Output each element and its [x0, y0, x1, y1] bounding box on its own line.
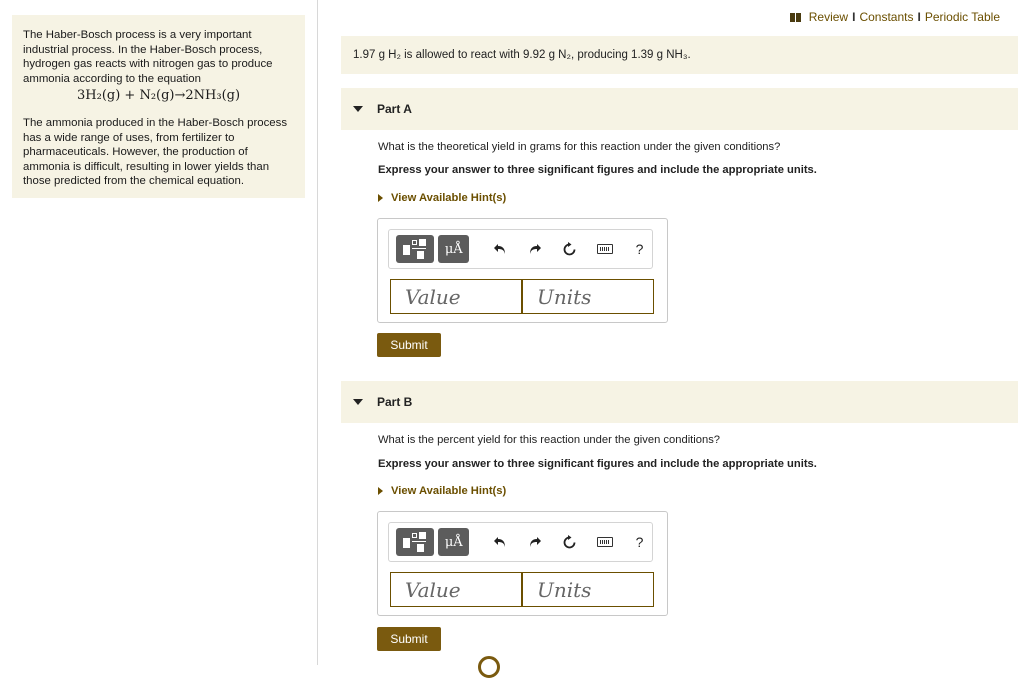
part-a-header[interactable]: [341, 88, 1018, 130]
units-input[interactable]: Units: [522, 572, 654, 607]
link-separator: I: [917, 10, 921, 24]
undo-icon: [493, 243, 507, 255]
feedback-circle-icon: [478, 656, 500, 678]
math-toolbar: [388, 522, 653, 562]
undo-icon: [493, 536, 507, 548]
reset-button[interactable]: [557, 235, 582, 263]
keyboard-button[interactable]: [592, 528, 617, 556]
help-button[interactable]: [627, 235, 652, 263]
expand-triangle-icon: [378, 487, 383, 495]
units-icon: μÅ: [444, 534, 463, 550]
units-input[interactable]: Units: [522, 279, 654, 314]
redo-button[interactable]: [522, 235, 547, 263]
part-b-title: Part B: [377, 395, 413, 409]
periodic-table-link[interactable]: Periodic Table: [924, 10, 1000, 24]
help-button[interactable]: [627, 528, 652, 556]
part-b-hint-link[interactable]: [378, 485, 506, 497]
review-link[interactable]: Review: [808, 10, 849, 24]
keyboard-icon: [597, 244, 613, 254]
part-b-question: What is the percent yield for this reaction under the given conditions?: [378, 434, 721, 446]
part-a-hint-label: View Available Hint(s): [391, 192, 507, 204]
part-b-submit-button[interactable]: Submit: [377, 627, 441, 651]
given-statement: 1.97 g H₂ is allowed to react with 9.92 g N₂, producing 1.39 g NH₃.: [353, 49, 691, 61]
redo-icon: [528, 536, 542, 548]
keyboard-button[interactable]: [592, 235, 617, 263]
intro-paragraph-1: The Haber-Bosch process is a very important industrial process. In the Haber-Bosch process, hydrogen gas reacts with nitrogen gas to produce ammonia according to the equation: [23, 29, 273, 85]
undo-button[interactable]: [487, 528, 512, 556]
panel-divider: [317, 0, 318, 665]
collapse-caret-icon[interactable]: [353, 106, 363, 112]
units-button[interactable]: [438, 235, 469, 263]
intro-paragraph-2: The ammonia produced in the Haber-Bosch process has a wide range of uses, from fertilizer to pharmaceuticals. However, the production of ammonia is difficult, resulting in lower yields than those predicted from the chemical equation.: [23, 117, 288, 187]
value-input[interactable]: Value: [390, 279, 522, 314]
redo-button[interactable]: [522, 528, 547, 556]
part-b-hint-label: View Available Hint(s): [391, 485, 507, 497]
templates-icon: [403, 532, 427, 552]
part-a-title: Part A: [377, 102, 412, 116]
given-statement-bar: [341, 36, 1018, 74]
units-button[interactable]: [438, 528, 469, 556]
part-a-hint-link[interactable]: [378, 192, 506, 204]
part-b-answer-box: [377, 511, 668, 616]
book-icon: [790, 13, 801, 22]
expand-triangle-icon: [378, 194, 383, 202]
redo-icon: [528, 243, 542, 255]
keyboard-icon: [597, 537, 613, 547]
reset-icon: [562, 242, 577, 257]
templates-button[interactable]: [396, 235, 434, 263]
part-a-question: What is the theoretical yield in grams for this reaction under the given conditions?: [378, 141, 781, 153]
value-input[interactable]: Value: [390, 572, 522, 607]
top-links: [790, 10, 1000, 24]
constants-link[interactable]: Constants: [859, 10, 914, 24]
help-icon: ?: [635, 241, 644, 257]
templates-button[interactable]: [396, 528, 434, 556]
link-separator: I: [852, 10, 856, 24]
help-icon: ?: [635, 534, 644, 550]
reset-button[interactable]: [557, 528, 582, 556]
part-a-instruction: Express your answer to three significant figures and include the appropriate units.: [378, 164, 817, 176]
intro-panel: [12, 15, 305, 198]
collapse-caret-icon[interactable]: [353, 399, 363, 405]
undo-button[interactable]: [487, 235, 512, 263]
templates-icon: [403, 239, 427, 259]
units-icon: μÅ: [444, 241, 463, 257]
part-b-header[interactable]: [341, 381, 1018, 423]
part-a-answer-box: [377, 218, 668, 323]
part-b-instruction: Express your answer to three significant figures and include the appropriate units.: [378, 458, 817, 470]
math-toolbar: [388, 229, 653, 269]
reaction-equation: 3H₂(g) + N₂(g)→2NH₃(g): [77, 88, 241, 103]
reset-icon: [562, 535, 577, 550]
part-a-submit-button[interactable]: Submit: [377, 333, 441, 357]
